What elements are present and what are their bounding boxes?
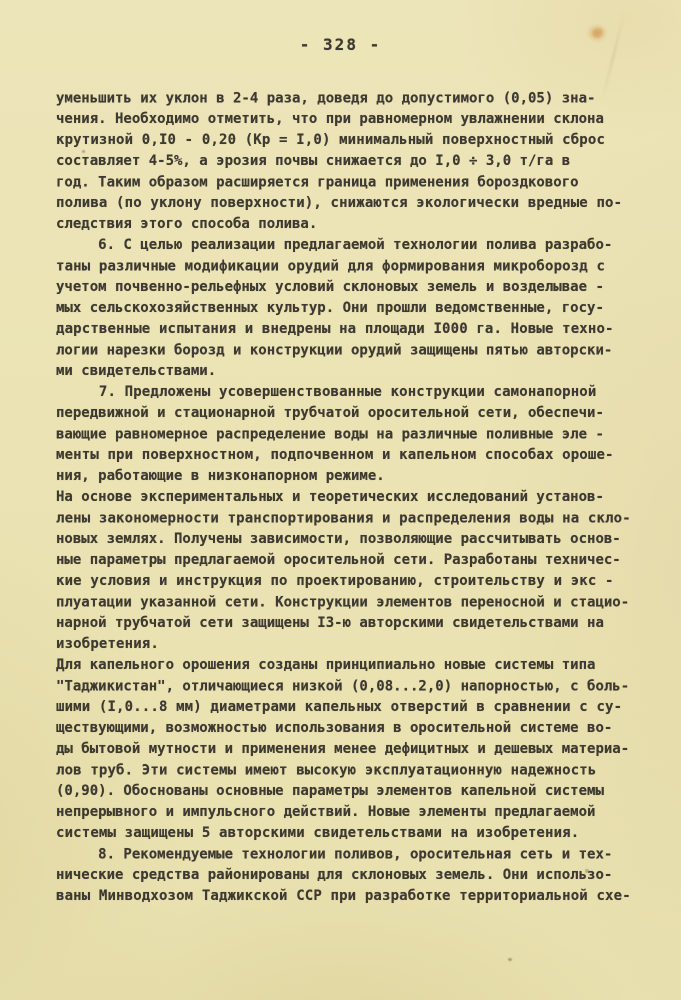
text-line: (0,90). Обоснованы основные параметры элементов капельной системы <box>56 783 604 799</box>
text-line: ния, работающие в низконапорном режиме. <box>56 468 385 484</box>
text-line: уменьшить их уклон в 2-4 раза, доведя до допустимого (0,05) зна- <box>56 90 596 107</box>
text-line: непрерывного и импульсного действий. Новые элементы предлагаемой <box>56 804 596 820</box>
text-line: 6. С целью реализации предлагаемой технологии полива разрабо- <box>56 237 613 253</box>
text-line: ществующими, возможностью использования в оросительной системе во- <box>56 720 613 736</box>
text-line: дарственные испытания и внедрены на площади I000 га. Новые техно- <box>56 321 614 337</box>
text-line: полива (по уклону поверхности), снижаются экологически вредные по- <box>56 195 623 211</box>
text-line: На основе экспериментальных и теоретических исследований установ- <box>56 489 604 505</box>
text-line: чения. Необходимо отметить, что при равномерном увлажнении склона <box>56 111 604 127</box>
text-line: учетом почвенно-рельефных условий склоновых земель и возделывае - <box>56 279 604 295</box>
text-line: ваны Минводхозом Таджикской ССР при разработке территориальной схе- <box>56 888 631 904</box>
text-line: 8. Рекомендуемые технологии поливов, оросительная сеть и тех- <box>56 846 613 863</box>
text-line: нарной трубчатой сети защищены I3-ю авторскими свидетельствами на <box>56 615 604 631</box>
text-line: Для капельного орошения созданы принципиально новые системы типа <box>56 657 596 673</box>
text-line: ми свидетельствами. <box>56 363 217 379</box>
text-line: лов труб. Эти системы имеют высокую эксплуатационную надежность <box>56 762 597 779</box>
paper-speck <box>508 958 512 961</box>
text-block <box>56 88 648 907</box>
text-line: шими (I,0...8 мм) диаметрами капельных отверстий в сравнении с су- <box>56 699 623 715</box>
text-line: крутизной 0,I0 - 0,20 (Кр = I,0) минимальный поверхностный сброс <box>56 132 606 148</box>
text-line: ды бытовой мутности и применения менее дефицитных и дешевых материа- <box>56 741 630 757</box>
text-line: нические средства районированы для склоновых земель. Они использо- <box>56 867 613 883</box>
text-line: лены закономерности транспортирования и распределения воды на скло- <box>56 510 631 527</box>
text-line: системы защищены 5 авторскими свидетельствами на изобретения. <box>56 825 580 841</box>
text-line: кие условия и инструкция по проектированию, строительству и экс - <box>56 573 614 589</box>
text-line: год. Таким образом расширяется граница применения бороздкового <box>56 174 579 191</box>
text-line: вающие равномерное распределение воды на различные поливные эле - <box>56 426 604 443</box>
text-line: мых сельскохозяйственных культур. Они прошли ведомственные, госу- <box>56 300 604 316</box>
paper-speck <box>585 869 589 873</box>
text-line: изобретения. <box>56 636 159 652</box>
text-line: "Таджикистан", отличающиеся низкой (0,08...2,0) напорностью, с боль- <box>56 678 630 695</box>
text-line: передвижной и стационарной трубчатой оросительной сети, обеспечи- <box>56 405 604 421</box>
text-line: плуатации указанной сети. Конструкции элементов переносной и стацио- <box>56 594 630 611</box>
text-line: 7. Предложены усовершенствованные конструкции самонапорной <box>56 384 597 400</box>
text-line: логии нарезки борозд и конструкции орудий защищены пятью авторски- <box>56 342 613 359</box>
text-line: следствия этого способа полива. <box>56 216 318 232</box>
page-number: - 328 - <box>299 35 382 54</box>
text-line: ные параметры предлагаемой оросительной сети. Разработаны техничес- <box>56 552 621 568</box>
paper-speck <box>82 150 85 153</box>
text-line: новых землях. Получены зависимости, позволяющие рассчитывать основ- <box>56 531 621 547</box>
text-line: таны различные модификации орудий для формирования микроборозд с <box>56 258 606 275</box>
text-line: составляет 4-5%, а эрозия почвы снижается до I,0 ÷ 3,0 т/га в <box>56 153 571 169</box>
text-line: менты при поверхностном, подпочвенном и капельном способах ороше- <box>56 447 614 463</box>
